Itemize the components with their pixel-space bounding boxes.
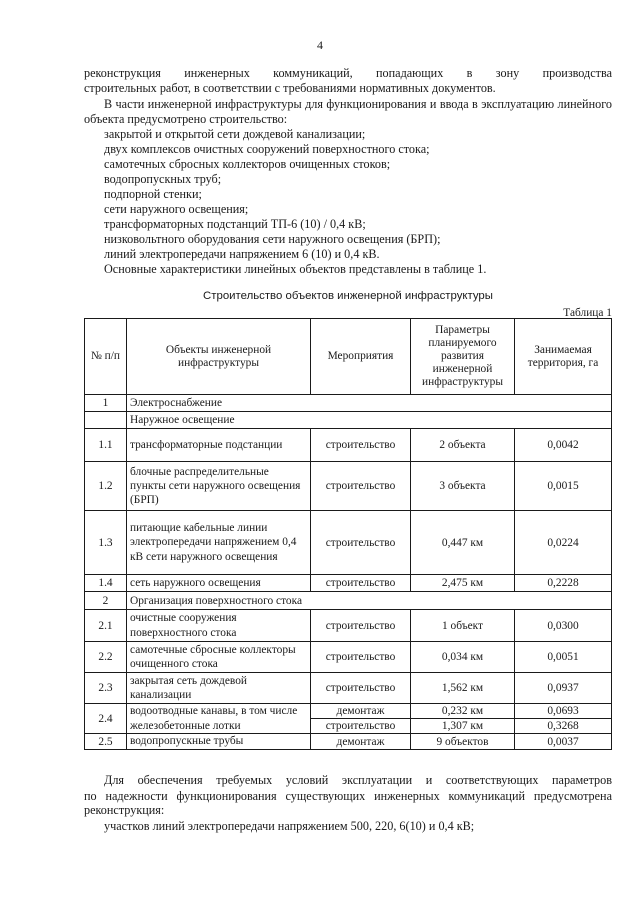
row-num: 2.2 [85,642,127,673]
list-item: линий электропередачи напряжением 6 (10) и 0,4 кВ. [104,247,380,261]
row-area: 0,0037 [515,734,612,750]
list-item: двух комплексов очистных сооружений поверхностного стока; [104,142,430,156]
header-area: Занимаемая территория, га [515,319,612,395]
table-row [85,511,612,575]
list-item: самотечных сбросных коллекторов очищенных стоков; [104,157,391,171]
row-param: 0,034 км [411,642,515,673]
table-row [85,610,612,642]
row-action: строительство [311,719,411,734]
list-item: водопропускных труб; [104,172,222,186]
list-item: участков линий электропередачи напряжением 500, 220, 6(10) и 0,4 кВ; [104,819,475,833]
row-action: строительство [311,642,411,673]
table-label: Таблица 1 [563,307,612,319]
row-area: 0,0042 [515,429,612,462]
row-area: 0,2228 [515,575,612,592]
empty-cell [85,412,127,429]
intro-paragraph-2: В части инженерной инфраструктуры для функционирования и ввода в эксплуатацию линейного объекта предусмотрено строительство: [84,97,612,127]
row-area: 0,0015 [515,462,612,511]
subsection-title: Наружное освещение [127,412,612,429]
row-name: самотечные сбросные коллекторы очищенного стока [127,642,311,673]
subsection-row [85,412,612,429]
infrastructure-table [84,318,612,750]
section-title: Организация поверхностного стока [127,592,612,610]
header-num: № п/п [85,319,127,395]
list-item: трансформаторных подстанций ТП-6 (10) / 0,4 кВ; [104,217,366,231]
row-name: блочные распределительные пункты сети наружного освещения (БРП) [127,462,311,511]
list-item: закрытой и открытой сети дождевой канализации; [104,127,366,141]
row-num: 2.1 [85,610,127,642]
list-item: Основные характеристики линейных объектов представлены в таблице 1. [104,262,487,276]
row-name: очистные сооружения поверхностного стока [127,610,311,642]
row-action: строительство [311,462,411,511]
section-row [85,592,612,610]
row-param: 1 объект [411,610,515,642]
table-row [85,734,612,750]
row-name: водопропускные трубы [127,734,311,750]
header-params: Параметры планируемого развития инженерной инфраструктуры [411,319,515,395]
row-num: 1.1 [85,429,127,462]
page-number: 4 [317,38,323,52]
table-row [85,642,612,673]
intro-line-1: реконструкция инженерных коммуникаций, попадающих в зону производства [84,66,612,80]
row-num: 2.5 [85,734,127,750]
row-action: строительство [311,610,411,642]
header-name: Объекты инженерной инфраструктуры [127,319,311,395]
row-name: закрытая сеть дождевой канализации [127,673,311,704]
row-param: 1,307 км [411,719,515,734]
table-row [85,704,612,719]
row-num: 2.3 [85,673,127,704]
row-param: 0,447 км [411,511,515,575]
row-action: строительство [311,673,411,704]
row-area: 0,0693 [515,704,612,719]
table-header-row [85,319,612,395]
row-action: демонтаж [311,704,411,719]
footer-line-1: Для обеспечения требуемых условий эксплуатации и соответствующих параметров [104,773,612,787]
header-action: Мероприятия [311,319,411,395]
row-num: 1.4 [85,575,127,592]
row-name: питающие кабельные линии электропередачи напряжением 0,4 кВ сети наружного освещения [127,511,311,575]
footer-line-3: реконструкция: [84,803,165,817]
row-param: 9 объектов [411,734,515,750]
row-name: сеть наружного освещения [127,575,311,592]
section-row [85,395,612,412]
table-row [85,673,612,704]
section-num: 1 [85,395,127,412]
row-param: 2 объекта [411,429,515,462]
row-action: демонтаж [311,734,411,750]
row-area: 0,0300 [515,610,612,642]
row-area: 0,0051 [515,642,612,673]
row-name: трансформаторные подстанции [127,429,311,462]
table-row [85,429,612,462]
row-param: 2,475 км [411,575,515,592]
list-item: сети наружного освещения; [104,202,249,216]
table-row [85,575,612,592]
row-action: строительство [311,429,411,462]
list-item: подпорной стенки; [104,187,202,201]
row-num: 2.4 [85,704,127,734]
section-title: Электроснабжение [127,395,612,412]
row-area: 0,0937 [515,673,612,704]
table-caption: Строительство объектов инженерной инфраструктуры [203,290,493,302]
section-num: 2 [85,592,127,610]
table-row [85,462,612,511]
row-param: 1,562 км [411,673,515,704]
row-area: 0,0224 [515,511,612,575]
row-param: 3 объекта [411,462,515,511]
row-name: водоотводные канавы, в том числе железобетонные лотки [127,704,311,734]
intro-line-2: строительных работ, в соответствии с требованиями нормативных документов. [84,81,496,95]
footer-line-2: по надежности функционирования существующих инженерных коммуникаций предусмотрена [84,789,612,803]
list-item: низковольтного оборудования сети наружного освещения (БРП); [104,232,441,246]
row-num: 1.3 [85,511,127,575]
row-area: 0,3268 [515,719,612,734]
row-num: 1.2 [85,462,127,511]
row-action: строительство [311,575,411,592]
row-param: 0,232 км [411,704,515,719]
row-action: строительство [311,511,411,575]
